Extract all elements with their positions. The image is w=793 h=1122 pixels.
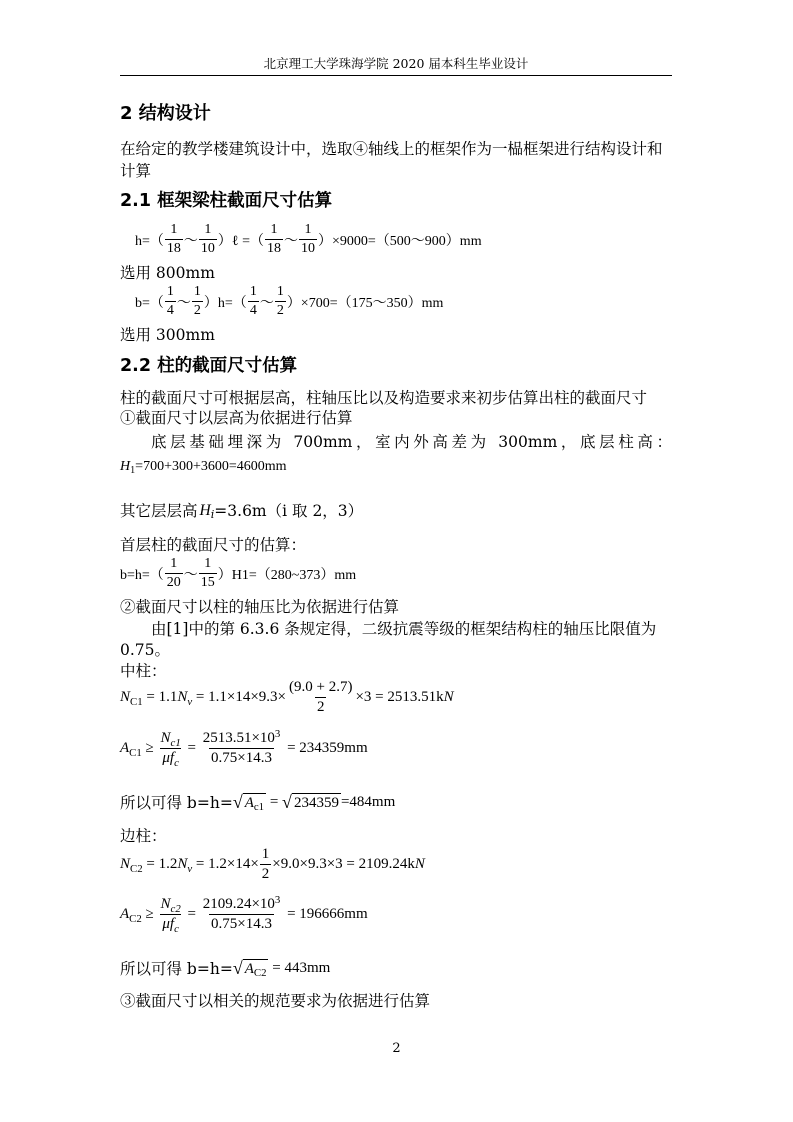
beam-width-equation: b=（ $\frac{1}{4}$ ～ $\frac{1}{2}$ ）h=（ $\frac{1}{4}$ ～ $\frac{1}{2}$ ）×700=（175～350）mm	[135, 284, 444, 318]
intro-line-1: 在给定的教学楼建筑设计中，选取④轴线上的框架作为一榀框架进行结构设计和	[120, 140, 663, 158]
fraction: $\frac{1}{20}$	[166, 556, 181, 590]
base-depth-text: 底层基础埋深为 700mm，室内外高差为 300mm，底层柱高：	[151, 433, 672, 451]
ac2-inequality: A C2 ≥ $\frac{N_{c2}}{\mu f_c}$ = $\frac{2109.24\times 10^3}{0.75\times 14.3}$ = 196666mm	[120, 894, 368, 935]
page-number: 2	[392, 1041, 401, 1056]
first-floor-estimate-label: 首层柱的截面尺寸的估算：	[120, 536, 307, 554]
section-heading: 2 结构设计	[120, 103, 211, 124]
column-intro: 柱的截面尺寸可根据层高，柱轴压比以及构造要求来初步估算出柱的截面尺寸	[120, 389, 648, 407]
other-floor-height: 其它层层高 H i =3.6m（i 取 2，3）	[120, 502, 364, 521]
fraction: $\frac{1}{10}$	[200, 222, 215, 256]
middle-column-result: 所以可得 b=h= √ $A_{c1}$ = √ 234359 =484mm	[120, 791, 396, 814]
square-root: √ 234359	[282, 791, 339, 812]
column-size-equation: b=h=（ $\frac{1}{20}$ ～ $\frac{1}{15}$ ）H1=（280~373）mm	[120, 556, 357, 590]
choice-beam-width: 选用 300mm	[120, 326, 215, 344]
fraction: $\frac{1}{15}$	[200, 556, 215, 590]
square-root: √ $A_{c1}$	[232, 791, 265, 814]
choice-beam-height: 选用 800mm	[120, 264, 215, 282]
nc1-equation: N C1 = 1.1 N v = 1.1×14×9.3× $\frac{(9.0 + 2.7)}{2}$ ×3 = 2513.51k N	[120, 679, 454, 715]
code-rule-line-1: 由[1]中的第 6.3.6 条规定得，二级抗震等级的框架结构柱的轴压比限值为	[151, 620, 657, 638]
criterion-1: ①截面尺寸以层高为依据进行估算	[120, 409, 353, 427]
middle-column-label: 中柱：	[120, 662, 167, 680]
header-rule	[120, 75, 672, 76]
fraction: $\frac{2513.51\times 10^3}{0.75\times 14.3}$	[202, 728, 281, 766]
side-column-label: 边柱：	[120, 827, 167, 845]
fraction: $\frac{1}{2}$	[261, 846, 270, 882]
running-header: 北京理工大学珠海学院 2020 届本科生毕业设计	[263, 56, 529, 71]
intro-line-2: 计算	[120, 162, 152, 180]
fraction: $\frac{1}{18}$	[267, 222, 282, 256]
fraction: $\frac{1}{2}$	[193, 284, 201, 318]
criterion-3: ③截面尺寸以相关的规范要求为依据进行估算	[120, 992, 431, 1010]
subsection-heading-2-1: 2.1 框架梁柱截面尺寸估算	[120, 191, 333, 211]
fraction: $\frac{2109.24\times 10^3}{0.75\times 14.3}$	[202, 894, 281, 932]
fraction: $\frac{(9.0 + 2.7)}{2}$	[289, 679, 353, 715]
first-floor-height-equation: H 1 =700+300+3600=4600mm	[120, 459, 287, 477]
code-rule-line-2: 0.75。	[120, 641, 171, 659]
side-column-result: 所以可得 b=h= √ $A_{C2}$ = 443mm	[120, 957, 331, 980]
criterion-2: ②截面尺寸以柱的轴压比为依据进行估算	[120, 598, 400, 616]
fraction: $\frac{1}{4}$	[249, 284, 257, 318]
beam-height-equation: h=（ $\frac{1}{18}$ ～ $\frac{1}{10}$ ）ℓ =（ $\frac{1}{18}$ ～ $\frac{1}{10}$ ）×9000=（500～900）mm	[135, 222, 482, 256]
fraction: $\frac{N_{c2}}{\mu f_c}$	[160, 896, 181, 935]
fraction: $\frac{1}{2}$	[276, 284, 284, 318]
fraction: $\frac{1}{18}$	[166, 222, 181, 256]
ac1-inequality: A C1 ≥ $\frac{N_{c1}}{\mu f_c}$ = $\frac{2513.51\times 10^3}{0.75\times 14.3}$ = 234359mm	[120, 728, 368, 769]
fraction: $\frac{N_{c1}}{\mu f_c}$	[160, 730, 181, 769]
fraction: $\frac{1}{4}$	[166, 284, 174, 318]
square-root: √ $A_{C2}$	[232, 957, 267, 980]
fraction: $\frac{1}{10}$	[301, 222, 316, 256]
nc2-equation: N C2 = 1.2 N v = 1.2×14× $\frac{1}{2}$ ×9.0×9.3×3 = 2109.24k N	[120, 846, 425, 882]
subsection-heading-2-2: 2.2 柱的截面尺寸估算	[120, 356, 298, 376]
